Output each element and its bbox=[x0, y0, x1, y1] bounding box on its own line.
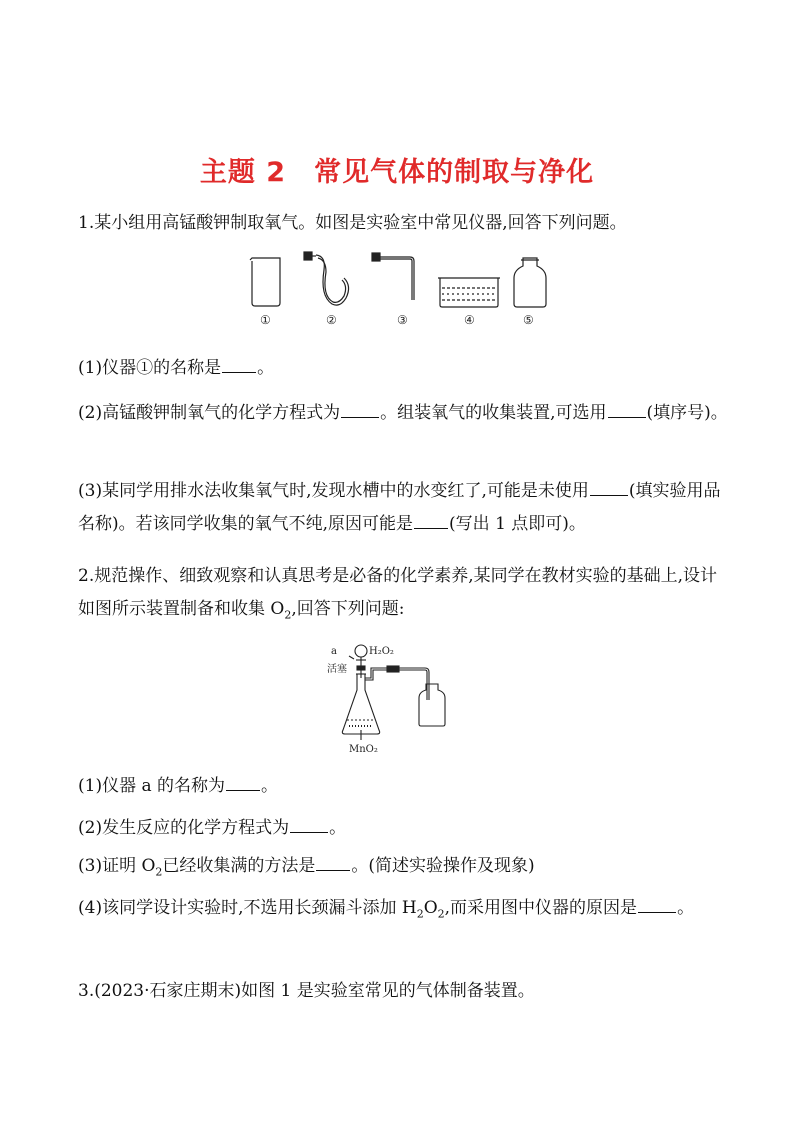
separatory-funnel-icon bbox=[349, 645, 367, 678]
q1-stem: 1.某小组用高锰酸钾制取氧气。如图是实验室中常见仪器,回答下列问题。 bbox=[78, 213, 627, 233]
conical-flask-icon bbox=[342, 674, 379, 734]
label-mno2: MnO₂ bbox=[349, 744, 378, 755]
answer-blank[interactable] bbox=[414, 513, 448, 529]
label-valve: 活塞 bbox=[327, 664, 347, 675]
q3-stem: 3.(2023·石家庄期末)如图 1 是实验室常见的气体制备装置。 bbox=[78, 981, 535, 1001]
q2-part1: (1)仪器 a 的名称为 。 bbox=[78, 776, 279, 796]
q1-part1: (1)仪器①的名称是 。 bbox=[78, 358, 275, 378]
label-5: ⑤ bbox=[523, 313, 534, 327]
q1-part2: (2)高锰酸钾制氧气的化学方程式为 。组装氧气的收集装置,可选用 (填序号)。 bbox=[78, 403, 728, 423]
water-trough-icon bbox=[438, 278, 500, 307]
q2-stem: 2.规范操作、细致观察和认真思考是必备的化学素养,某同学在教材实验的基础上,设计如图所示装置制备和收集 $O_2$,回答下列问题: bbox=[78, 566, 718, 622]
q1-part3: (3)某同学用排水法收集氧气时,发现水槽中的水变红了,可能是未使用 (填实验用品名称)。若该同学收集的氧气不纯,原因可能是 (写出 1 点即可)。 bbox=[78, 481, 721, 534]
label-h2o2: H₂O₂ bbox=[369, 646, 394, 657]
label-a: a bbox=[331, 646, 337, 657]
page-title: 主题 2 常见气体的制取与净化 bbox=[199, 157, 595, 188]
answer-blank[interactable] bbox=[608, 402, 646, 418]
stopcock-icon bbox=[357, 666, 365, 670]
answer-blank[interactable] bbox=[226, 775, 260, 791]
label-4: ④ bbox=[464, 313, 475, 327]
label-2: ② bbox=[326, 313, 337, 327]
gas-bottle-icon bbox=[514, 258, 546, 307]
q1-apparatus-figure bbox=[240, 248, 560, 330]
q2-part4: (4)该同学设计实验时,不选用长颈漏斗添加 $H_2O_2$,而采用图中仪器的原因是 。 bbox=[78, 898, 695, 921]
right-angle-tube-icon bbox=[372, 253, 414, 300]
bent-tube-icon bbox=[304, 252, 349, 305]
answer-blank[interactable] bbox=[638, 897, 676, 913]
q2-apparatus-figure bbox=[325, 640, 455, 758]
label-1: ① bbox=[260, 313, 271, 327]
collecting-bottle-icon bbox=[419, 684, 445, 726]
beaker-icon bbox=[250, 258, 280, 306]
q2-part2: (2)发生反应的化学方程式为 。 bbox=[78, 818, 347, 838]
answer-blank[interactable] bbox=[341, 402, 379, 418]
answer-blank[interactable] bbox=[222, 357, 256, 373]
answer-blank[interactable] bbox=[316, 855, 350, 871]
label-3: ③ bbox=[397, 313, 408, 327]
q2-part3: (3)证明 $O_2$已经收集满的方法是 。(简述实验操作及现象) bbox=[78, 856, 535, 879]
answer-blank[interactable] bbox=[590, 480, 628, 496]
answer-blank[interactable] bbox=[290, 817, 328, 833]
